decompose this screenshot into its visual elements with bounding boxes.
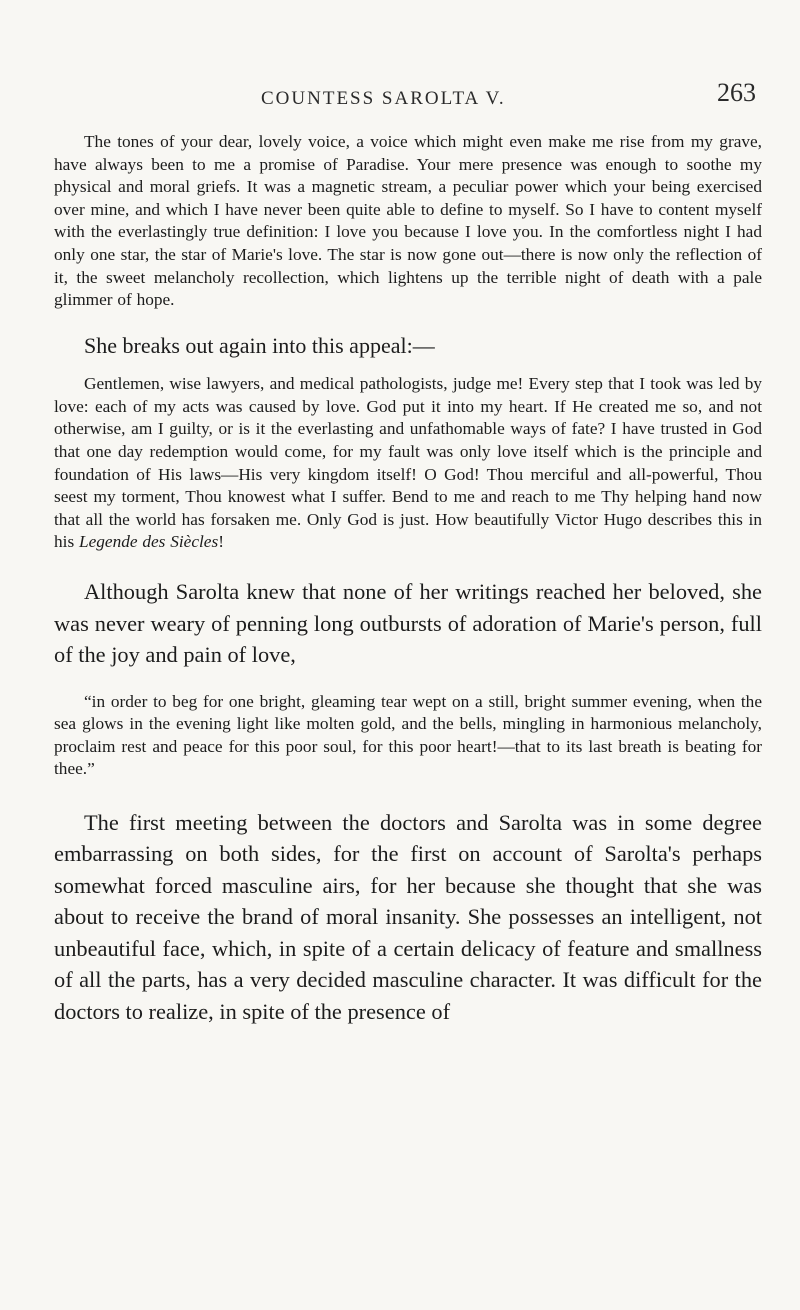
quote-paragraph: “in order to beg for one bright, gleaming tear wept on a still, bright summer evening, when the sea glows in the evening light like molten gold, and the bells, mingling in harmonious melancholy, proclaim rest and peace for this poor soul, for this poor heart!—that to its last breath is beating for thee.”: [54, 691, 762, 779]
book-title-legende: Legende des Siècles: [79, 532, 219, 552]
running-title: COUNTESS SAROLTA V.: [261, 88, 506, 109]
letter-paragraph-1: The tones of your dear, lovely voice, a voice which might even make me rise from my grave, have always been to me a promise of Paradise. Your mere presence was enough to soothe my physical and moral griefs. It was a magnetic stream, a peculiar power which your being exercised over mine, and which I have never been quite able to define to myself. So I have to content myself with the everlastingly true definition: I love you because I love you. In the comfortless night I had only one star, the star of Marie's love. The star is now gone out—there is now only the reflection of it, the sweet melancholy recollection, which lightens up the terrible night of death with a pale glimmer of hope.: [54, 132, 762, 310]
narrative-paragraph-meeting: The first meeting between the doctors and Sarolta was in some degree embarrassing on both sides, for the first on account of Sarolta's perhaps somewhat forced masculine airs, for her because she thought that she was about to receive the brand of moral insanity. She possesses an intelligent, not unbeautiful face, which, in spite of a certain delicacy of feature and smallness of all the parts, has a very decided masculine character. It was difficult for the doctors to realize, in spite of the presence of: [54, 809, 762, 1024]
letter-paragraph-2-text: Gentlemen, wise lawyers, and medical pathologists, judge me! Every step that I took was led by love: each of my acts was caused by love. God put it into my heart. If He created me so, and not otherwise, am I guilty, or is it the everlasting and unfathomable ways of fate? I have trusted in God that one day redemption would come, for my fault was only love itself which is the principle and foundation of His laws—His very kingdom itself! O God! Thou merciful and all-powerful, Thou seest my torment, Thou knowest what I suffer. Bend to me and reach to me Thy helping hand now that all the world has forsaken me. Only God is just. How beautifully Victor Hugo describes this in his: [54, 374, 762, 552]
letter-paragraph-2: [54, 373, 762, 554]
letter-paragraph-2-end: !: [218, 532, 224, 552]
narrative-paragraph-appeal: She breaks out again into this appeal:—: [84, 332, 435, 358]
running-head: [54, 70, 762, 118]
narrative-paragraph-writings: Although Sarolta knew that none of her writings reached her beloved, she was never weary of penning long outbursts of adoration of Marie's person, full of the joy and pain of love,: [54, 579, 762, 667]
page-number: 263: [717, 78, 756, 107]
